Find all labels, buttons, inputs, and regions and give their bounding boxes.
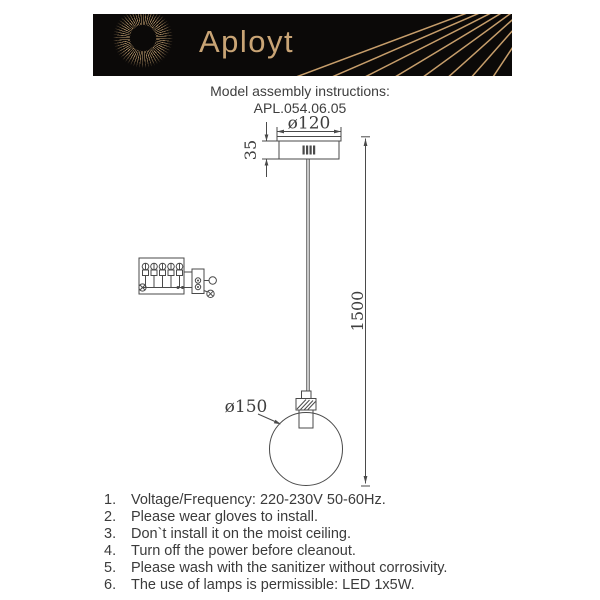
dim-cable-length [348,137,370,486]
instruction-number: 2. [104,508,117,525]
instruction-number: 1. [104,492,117,508]
dim-ball-diameter [225,397,281,424]
instruction-row [104,492,544,509]
instruction-number: 3. [104,525,117,542]
instruction-number: 6. [104,576,117,593]
instruction-text: Please wash with the sanitizer without corrosivity. [131,559,448,576]
instruction-row [104,526,544,543]
lamp-socket [296,391,316,428]
assembly-drawing [120,110,420,500]
dim-label-ball-diameter: ø150 [224,397,268,417]
dim-canopy-diameter [277,114,341,137]
rays-decoration-icon [93,14,512,76]
instruction-row [104,560,544,577]
instruction-row [104,543,544,560]
instruction-text: Don`t install it on the moist ceiling. [131,525,352,542]
dim-label-canopy-height: 35 [241,139,260,161]
suspension-cable [307,159,309,391]
instruction-row [104,577,544,594]
terminal-screws [142,263,183,287]
instruction-row [104,509,544,526]
glass-ball [270,413,343,486]
model-number: APL.054.06.05 [253,99,347,116]
instructions-list [104,492,544,593]
ceiling-canopy [277,137,341,160]
instruction-text: Voltage/Frequency: 220-230V 50-60Hz. [131,492,386,508]
brand-banner [93,14,512,76]
brand-wordmark: Aployt [199,24,295,59]
instruction-number: 5. [104,559,117,576]
instruction-text: The use of lamps is permissible: LED 1x5W. [131,576,415,593]
instruction-text: Turn off the power before cleanout. [131,542,356,559]
instruction-number: 4. [104,542,117,559]
dim-label-canopy-diameter: ø120 [287,113,331,134]
page-title: Model assembly instructions: [210,83,390,99]
wiring-diagram [139,258,217,297]
instruction-text: Please wear gloves to install. [131,508,318,525]
assembly-drawing-svg [120,110,420,500]
dim-canopy-height [241,122,279,177]
dim-label-cable-length: 1500 [348,290,367,332]
